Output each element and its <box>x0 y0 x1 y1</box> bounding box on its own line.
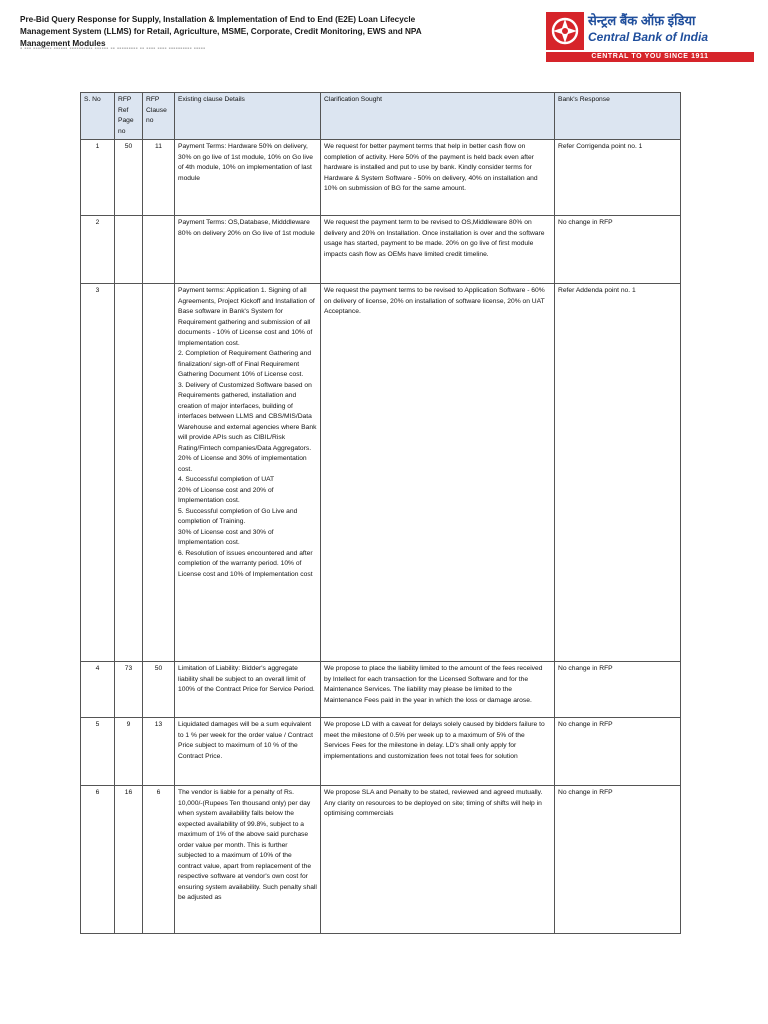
cell-clarification: We propose SLA and Penalty to be stated, reviewed and agreed mutually. Any clarity on resources to be deployed on site; timing of shifts will help in optimising commercials <box>321 786 555 934</box>
cell-sno: 1 <box>81 140 115 216</box>
header-existing-clause: Existing clause Details <box>175 93 321 140</box>
table-row <box>81 718 681 786</box>
cell-rfp-clause <box>143 284 175 662</box>
cell-rfp-clause: 6 <box>143 786 175 934</box>
bank-tagline: CENTRAL TO YOU SINCE 1911 <box>546 52 754 62</box>
table-row <box>81 662 681 718</box>
document-title: Pre-Bid Query Response for Supply, Installation & Implementation of End to End (E2E) Loan Lifecycle Management System (LLMS) for Retail, Agriculture, MSME, Corporate, Credit Monitoring, EWS and NPA Management Modules <box>20 15 422 48</box>
cell-sno: 5 <box>81 718 115 786</box>
cell-rfp-clause <box>143 216 175 284</box>
cell-bank-response: No change in RFP <box>555 662 681 718</box>
table-row <box>81 140 681 216</box>
bank-emblem-icon <box>546 12 584 50</box>
cell-sno: 2 <box>81 216 115 284</box>
cell-existing-clause: Payment Terms: OS,Database, Midddleware 80% on delivery 20% on Go live of 1st module <box>175 216 321 284</box>
table-row <box>81 786 681 934</box>
cell-rfp-clause: 11 <box>143 140 175 216</box>
header-sno: S. No <box>81 93 115 140</box>
header-rfp-clause: RFP Clause no <box>143 93 175 140</box>
cell-bank-response: No change in RFP <box>555 786 681 934</box>
table-header-row <box>81 93 681 140</box>
cell-rfp-page: 50 <box>115 140 143 216</box>
cell-rfp-clause: 13 <box>143 718 175 786</box>
cell-clarification: We propose to place the liability limited to the amount of the fees received by Intellect for each transaction for the Licensed Software and for the Maintenance Services. The liability may please be limited to the Maintenance Fees paid in the year in which the loss or damage arose. <box>321 662 555 718</box>
cell-clarification: We propose LD with a caveat for delays solely caused by bidders failure to meet the milestone of 0.5% per week up to a maximum of 5% of the Services Fees for the milestone in delay. LD's shall only apply for implementations and customization fees not total fees for solution <box>321 718 555 786</box>
cell-rfp-page: 16 <box>115 786 143 934</box>
cell-existing-clause: Payment terms: Application 1. Signing of all Agreements, Project Kickoff and Installation of Base software in Bank's System for Requirement gathering and submission of all documents - 10% of License cost and 10% of Implementation cost. 2. Completion of Requirement Gathering and finalization/ sign-off of Final Requirement Gathering Document 10% of License cost. 3. Delivery of Customized Software based on Requirements gathered, installation and creation of major interfaces, building of interfaces between LLMS and CBS/MIS/Data Warehouse and external agencies where Bank will provide APIs such as CIBIL/Risk Rating/Fintech companies/Data Aggregators. 20% of License and 30% of implementation cost. 4. Successful completion of UAT 20% of License cost and 20% of Implementation cost. 5. Successful completion of Go Live and completion of Training. 30% of License cost and 30% of Implementation cost. 6. Resolution of issues encountered and after completion of the warranty period. 10% of License cost and 10% of Implementation cost <box>175 284 321 662</box>
cell-bank-response: Refer Corrigenda point no. 1 <box>555 140 681 216</box>
cell-rfp-clause: 50 <box>143 662 175 718</box>
query-response-table <box>80 92 681 934</box>
cell-rfp-page: 73 <box>115 662 143 718</box>
cell-clarification: We request the payment term to be revised to OS,Middleware 80% on delivery and 20% on Installation. Once installation is over and the software usage has started, payment to be made. 20% on go live of first module impacts cash flow as OEMs have limited credit timeline. <box>321 216 555 284</box>
header-bank-response: Bank's Response <box>555 93 681 140</box>
cell-existing-clause: Liquidated damages will be a sum equivalent to 1 % per week for the order value / Contract Price subject to maximum of 10 % of the Contract Price. <box>175 718 321 786</box>
cell-rfp-page <box>115 284 143 662</box>
cell-rfp-page: 9 <box>115 718 143 786</box>
cell-sno: 3 <box>81 284 115 662</box>
bank-name-hindi: सेन्ट्रल बैंक ऑफ़ इंडिया <box>588 13 696 28</box>
cell-sno: 4 <box>81 662 115 718</box>
cell-bank-response: No change in RFP <box>555 216 681 284</box>
table-row <box>81 216 681 284</box>
cell-existing-clause: The vendor is liable for a penalty of Rs. 10,000/-(Rupees Ten thousand only) per day when system availability falls below the expected availability of 99.8%, subject to a maximum of 1% of the above said purchase order value per month. This is further subjected to a maximum of 10% of the contract value, apart from replacement of the respective software at vendor's own cost for ensuring system availability. Such penalty shall be adjusted as <box>175 786 321 934</box>
cell-existing-clause: Payment Terms: Hardware 50% on delivery, 30% on go live of 1st module, 10% on Go live of 4th module, 10% on implementation of last module <box>175 140 321 216</box>
cell-sno: 6 <box>81 786 115 934</box>
bank-logo <box>546 12 754 62</box>
cell-bank-response: Refer Addenda point no. 1 <box>555 284 681 662</box>
table-row <box>81 284 681 662</box>
faded-subtitle: ▪ ▪▪▪ ▪▪▪▪▪▪▪▪ ▪▪▪▪▪▪ ▪▪▪▪▪▪▪▪▪▪ ▪▪▪▪▪▪ ▪▪ ▪▪▪▪▪▪▪▪▪ ▪▪ ▪▪▪▪ ▪▪▪▪ ▪▪▪▪▪▪▪▪▪▪ ▪▪▪▪▪ <box>20 46 206 52</box>
cell-existing-clause: Limitation of Liability: Bidder's aggregate liability shall be subject to an overall limit of 100% of the Contract Price for Service Period. <box>175 662 321 718</box>
cell-clarification: We request for better payment terms that help in better cash flow on completion of activity. Here 50% of the payment is held back even after hardware is installed and put to use by bank. Kindly consider terms for Hardware & System Software - 50% on delivery, 40% on installation and 10% on submission of BG for the same amount. <box>321 140 555 216</box>
cell-clarification: We request the payment terms to be revised to Application Software - 60% on delivery of license, 20% on installation of software license, 20% on UAT Acceptance. <box>321 284 555 662</box>
header-rfp-page: RFP Ref Page no <box>115 93 143 140</box>
cell-bank-response: No change in RFP <box>555 718 681 786</box>
bank-name: Central Bank of India <box>588 30 709 44</box>
header-clarification: Clarification Sought <box>321 93 555 140</box>
cell-rfp-page <box>115 216 143 284</box>
